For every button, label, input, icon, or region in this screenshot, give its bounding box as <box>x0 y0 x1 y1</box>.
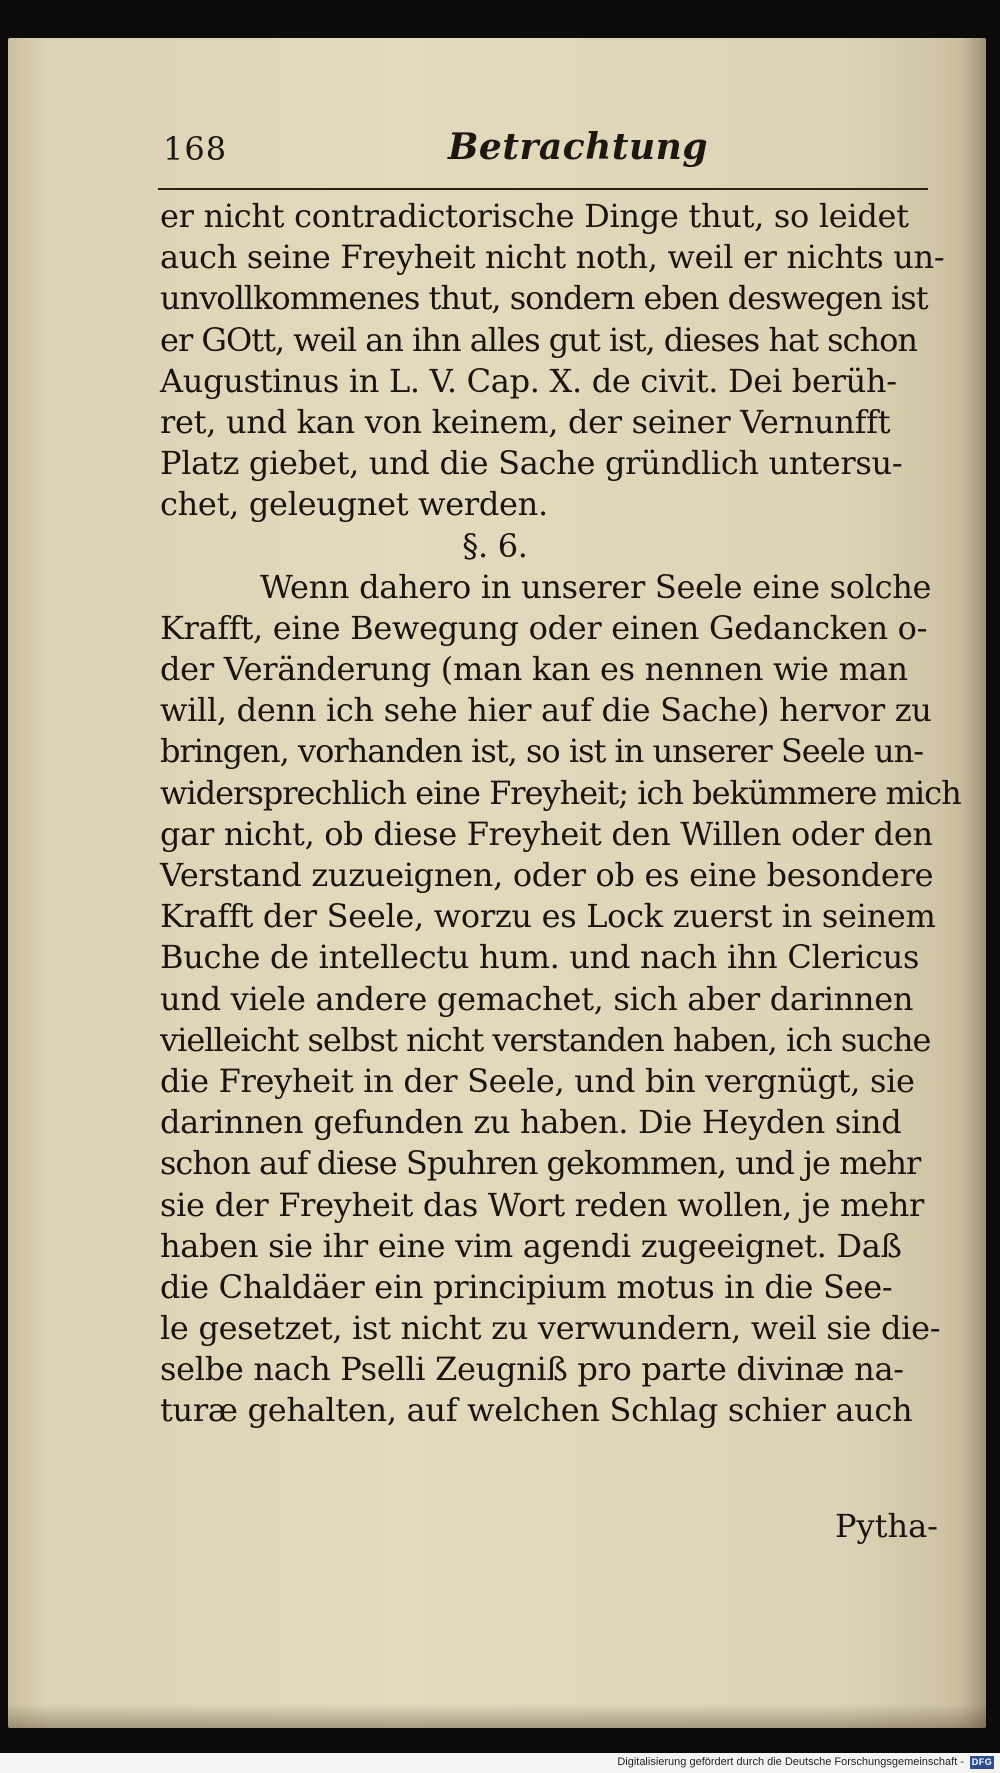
text-line: schon auf diese Spuhren gekommen, und je mehr <box>160 1144 921 1183</box>
text-line: Krafft, eine Bewegung oder einen Gedancken o- <box>160 608 928 647</box>
page-header <box>163 126 913 186</box>
page-bottom-shadow <box>8 1704 986 1728</box>
section-heading: §. 6. <box>462 526 528 565</box>
text-line: Verstand zuzueignen, oder ob es eine besondere <box>160 856 934 894</box>
text-line: die Freyheit in der Seele, und bin vergnügt, sie <box>160 1061 915 1100</box>
text-line: bringen, vorhanden ist, so ist in unserer Seele un- <box>160 732 924 771</box>
catchword: Pytha- <box>835 1507 938 1545</box>
footer-credit: Digitalisierung gefördert durch die Deutsche Forschungsgemeinschaft - <box>617 1756 964 1768</box>
text-line: unvollkommenes thut, sondern eben deswegen ist <box>160 279 928 318</box>
text-line: er GOtt, weil an ihn alles gut ist, dieses hat schon <box>160 320 917 359</box>
text-line: Wenn dahero in unserer Seele eine solche <box>260 567 932 606</box>
text-line: darinnen gefunden zu haben. Die Heyden sind <box>160 1103 902 1142</box>
text-line: chet, geleugnet werden. <box>160 485 548 524</box>
body-text <box>160 196 961 1432</box>
dfg-logo: DFG <box>971 1757 993 1767</box>
footer-bar <box>0 1753 1000 1773</box>
text-line: auch seine Freyheit nicht noth, weil er nichts un- <box>160 238 945 277</box>
page-number: 168 <box>163 130 228 168</box>
text-line: turæ gehalten, auf welchen Schlag schier auch <box>160 1391 913 1430</box>
text-line: haben sie ihr eine vim agendi zugeeignet. Daß <box>160 1226 902 1265</box>
text-line: selbe nach Pselli Zeugniß pro parte divinæ na- <box>160 1350 904 1389</box>
header-rule <box>158 188 928 190</box>
text-line: Buche de intellectu hum. und nach ihn Clericus <box>160 938 920 977</box>
text-line: Platz giebet, und die Sache gründlich untersu- <box>160 444 903 483</box>
text-line: die Chaldäer ein principium motus in die See- <box>160 1267 893 1306</box>
text-line: Augustinus in L. V. Cap. X. de civit. Dei berüh- <box>160 361 897 400</box>
text-line: sie der Freyheit das Wort reden wollen, je mehr <box>160 1185 925 1224</box>
text-line: der Veränderung (man kan es nennen wie man <box>160 650 908 689</box>
text-line: er nicht contradictorische Dinge thut, so leidet <box>160 197 909 235</box>
text-line: ret, und kan von keinem, der seiner Vernunfft <box>160 402 891 441</box>
text-line: widersprechlich eine Freyheit; ich bekümmere mich <box>160 773 961 812</box>
text-line: vielleicht selbst nicht verstanden haben, ich suche <box>160 1020 931 1059</box>
running-head: Betrachtung <box>448 126 708 168</box>
page-edge-shadow <box>964 38 986 1728</box>
text-line: gar nicht, ob diese Freyheit den Willen oder den <box>160 814 933 853</box>
text-line: und viele andere gemachet, sich aber darinnen <box>160 979 914 1018</box>
text-line: le gesetzet, ist nicht zu verwundern, weil sie die- <box>160 1309 941 1348</box>
text-line: Krafft der Seele, worzu es Lock zuerst in seinem <box>160 897 936 936</box>
text-line: will, denn ich sehe hier auf die Sache) hervor zu <box>160 691 932 730</box>
